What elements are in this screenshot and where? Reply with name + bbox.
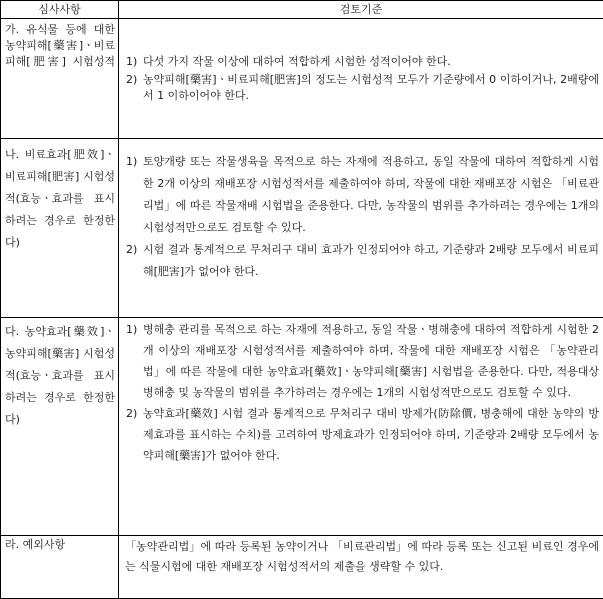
review-item-cell: 가. 유식물 등에 대한 농약피해[藥害]ㆍ비료피해[肥害] 시험성적 [1, 19, 119, 139]
review-item-cell: 나. 비료효과[肥效]ㆍ비료피해[肥害] 시험성적(효능ㆍ효과를 표시하려는 경우로 한정한다) [1, 139, 119, 318]
criteria-number: 2) [126, 407, 138, 420]
review-criteria-cell [119, 536, 603, 599]
criteria-item [123, 319, 599, 403]
criteria-list [123, 319, 599, 466]
review-item-cell: 라. 예외사항 [1, 536, 119, 599]
review-criteria-cell [119, 139, 603, 318]
criteria-number: 1) [126, 55, 138, 68]
criteria-number: 2) [126, 243, 138, 256]
criteria-text: 토양개량 또는 작물생육을 목적으로 하는 자재에 적용하고, 동일 작물에 대하여 적합하게 시험한 2개 이상의 재배포장 시험성적서를 제출하여야 하며, 작물에 대한 재배포장 시험은 「비료관리법」에 따른 작물재배 시험법을 준용한다. 다만, 농작물의 범위를 추가하려는 경우에는 1개의 시험성적만으로도 검토할 수 있다. [143, 155, 599, 234]
header-row [1, 1, 603, 19]
table-row [1, 318, 603, 536]
criteria-item [123, 403, 599, 466]
criteria-item [123, 54, 599, 70]
criteria-number: 2) [126, 73, 138, 86]
table-row [1, 19, 603, 139]
column-header-review-criteria: 검토기준 [119, 1, 603, 19]
review-item-cell: 다. 농약효과[藥效]ㆍ농약피해[藥害] 시험성적(효능ㆍ효과를 표시하려는 경우로 한정한다) [1, 318, 119, 536]
criteria-number: 1) [126, 323, 138, 336]
criteria-text: 농약효과[藥效] 시험 결과 통계적으로 무처리구 대비 방제가(防除價, 병충해에 대한 농약의 방제효과를 표시하는 수치)를 고려하여 방제효과가 인정되어야 하며, 기준량과 2배량 모두에서 농약피해[藥害]가 없어야 한다. [143, 407, 599, 462]
table-row [1, 139, 603, 318]
criteria-list [123, 54, 599, 104]
review-criteria-cell [119, 318, 603, 536]
table-row [1, 536, 603, 599]
review-criteria-cell [119, 19, 603, 139]
criteria-item [123, 151, 599, 239]
criteria-text: 병해충 관리를 목적으로 하는 자재에 적용하고, 동일 작물ㆍ병해충에 대하여 적합하게 시험한 2개 이상의 재배포장 시험성적서를 제출하여야 하며, 작물에 대한 재배포장 시험은 「농약관리법」에 따른 작물에 대한 농약효과[藥效]ㆍ농약피해[藥害] 시험법을 준용한다. 다만, 적용대상 병해충 및 농작물의 범위를 추가하려는 경우에는 1개의 시험성적만으로도 검토할 수 있다. [143, 323, 599, 399]
column-header-review-item: 심사사항 [1, 1, 119, 19]
criteria-text: 다섯 가지 작물 이상에 대하여 적합하게 시험한 성적이어야 한다. [143, 55, 451, 68]
criteria-text: 농약피해[藥害]ㆍ비료피해[肥害]의 정도는 시험성적 모두가 기준량에서 0 이하이거나, 2배량에서 1 이하이어야 한다. [143, 73, 599, 102]
criteria-text: 시험 결과 통계적으로 무처리구 대비 효과가 인정되어야 하고, 기준량과 2배량 모두에서 비료피해[肥害]가 없어야 한다. [143, 243, 599, 278]
criteria-number: 1) [126, 155, 138, 168]
criteria-list [123, 151, 599, 283]
criteria-text: 「농약관리법」에 따라 등록된 농약이거나 「비료관리법」에 따라 등록 또는 신고된 비료인 경우에는 식물시험에 대한 재배포장 시험성적서의 제출을 생략할 수 있다. [125, 540, 599, 573]
criteria-item [123, 239, 599, 283]
criteria-item [123, 72, 599, 104]
